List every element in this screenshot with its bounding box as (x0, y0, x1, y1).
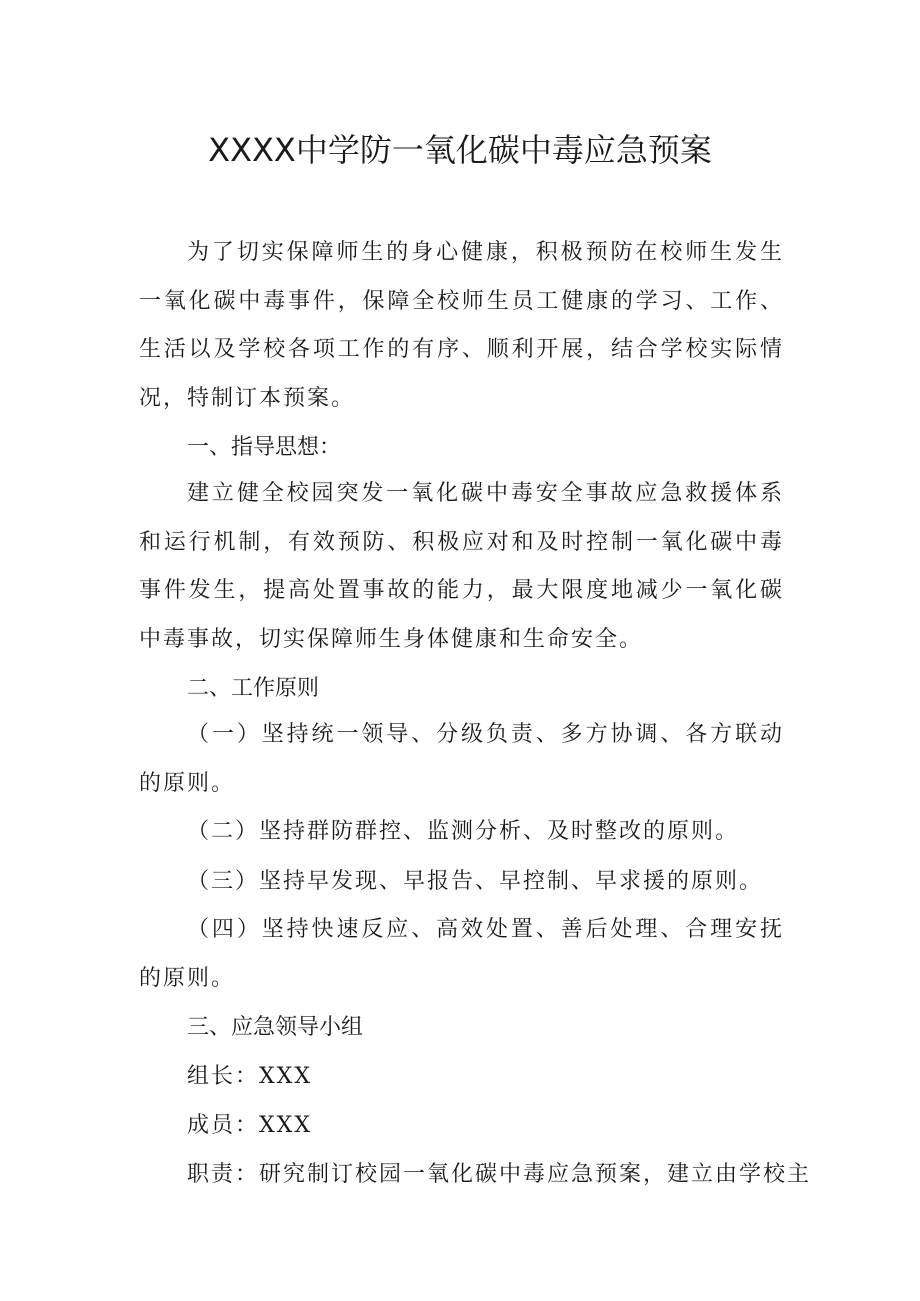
group-duties-line: 职责：研究制订校园一氧化碳中毒应急预案，建立由学校主 (187, 1162, 812, 1187)
guiding-ideology-paragraph: 建立健全校园突发一氧化碳中毒安全事故应急救援体系和运行机制，有效预防、积极应对和及时控制一氧化碳中毒事件发生，提高处置事故的能力，最大限度地减少一氧化碳中毒事故，切实保障师生身体健康和生命安全。 (139, 481, 784, 652)
section-heading-guiding-ideology: 一、指导思想： (187, 435, 342, 460)
section-heading-work-principles: 二、工作原则 (187, 676, 320, 701)
group-members-line: 成员：XXX (187, 1113, 312, 1138)
principle-item: （三）坚持早发现、早报告、早控制、早求援的原则。 (187, 869, 764, 894)
principle-item: （四）坚持快速反应、高效处置、善后处理、合理安抚的原则。 (139, 917, 784, 991)
section-heading-leadership-group: 三、应急领导小组 (187, 1015, 364, 1040)
principle-item: （二）坚持群防群控、监测分析、及时整改的原则。 (187, 819, 740, 844)
document-title: XXXX中学防一氧化碳中毒应急预案 (208, 131, 712, 169)
principle-item: （一）坚持统一领导、分级负责、多方协调、各方联动的原则。 (139, 722, 784, 796)
intro-paragraph: 为了切实保障师生的身心健康，积极预防在校师生发生一氧化碳中毒事件，保障全校师生员工健康的学习、工作、生活以及学校各项工作的有序、顺利开展，结合学校实际情况，特制订本预案。 (139, 240, 784, 411)
group-leader-line: 组长：XXX (187, 1064, 312, 1089)
